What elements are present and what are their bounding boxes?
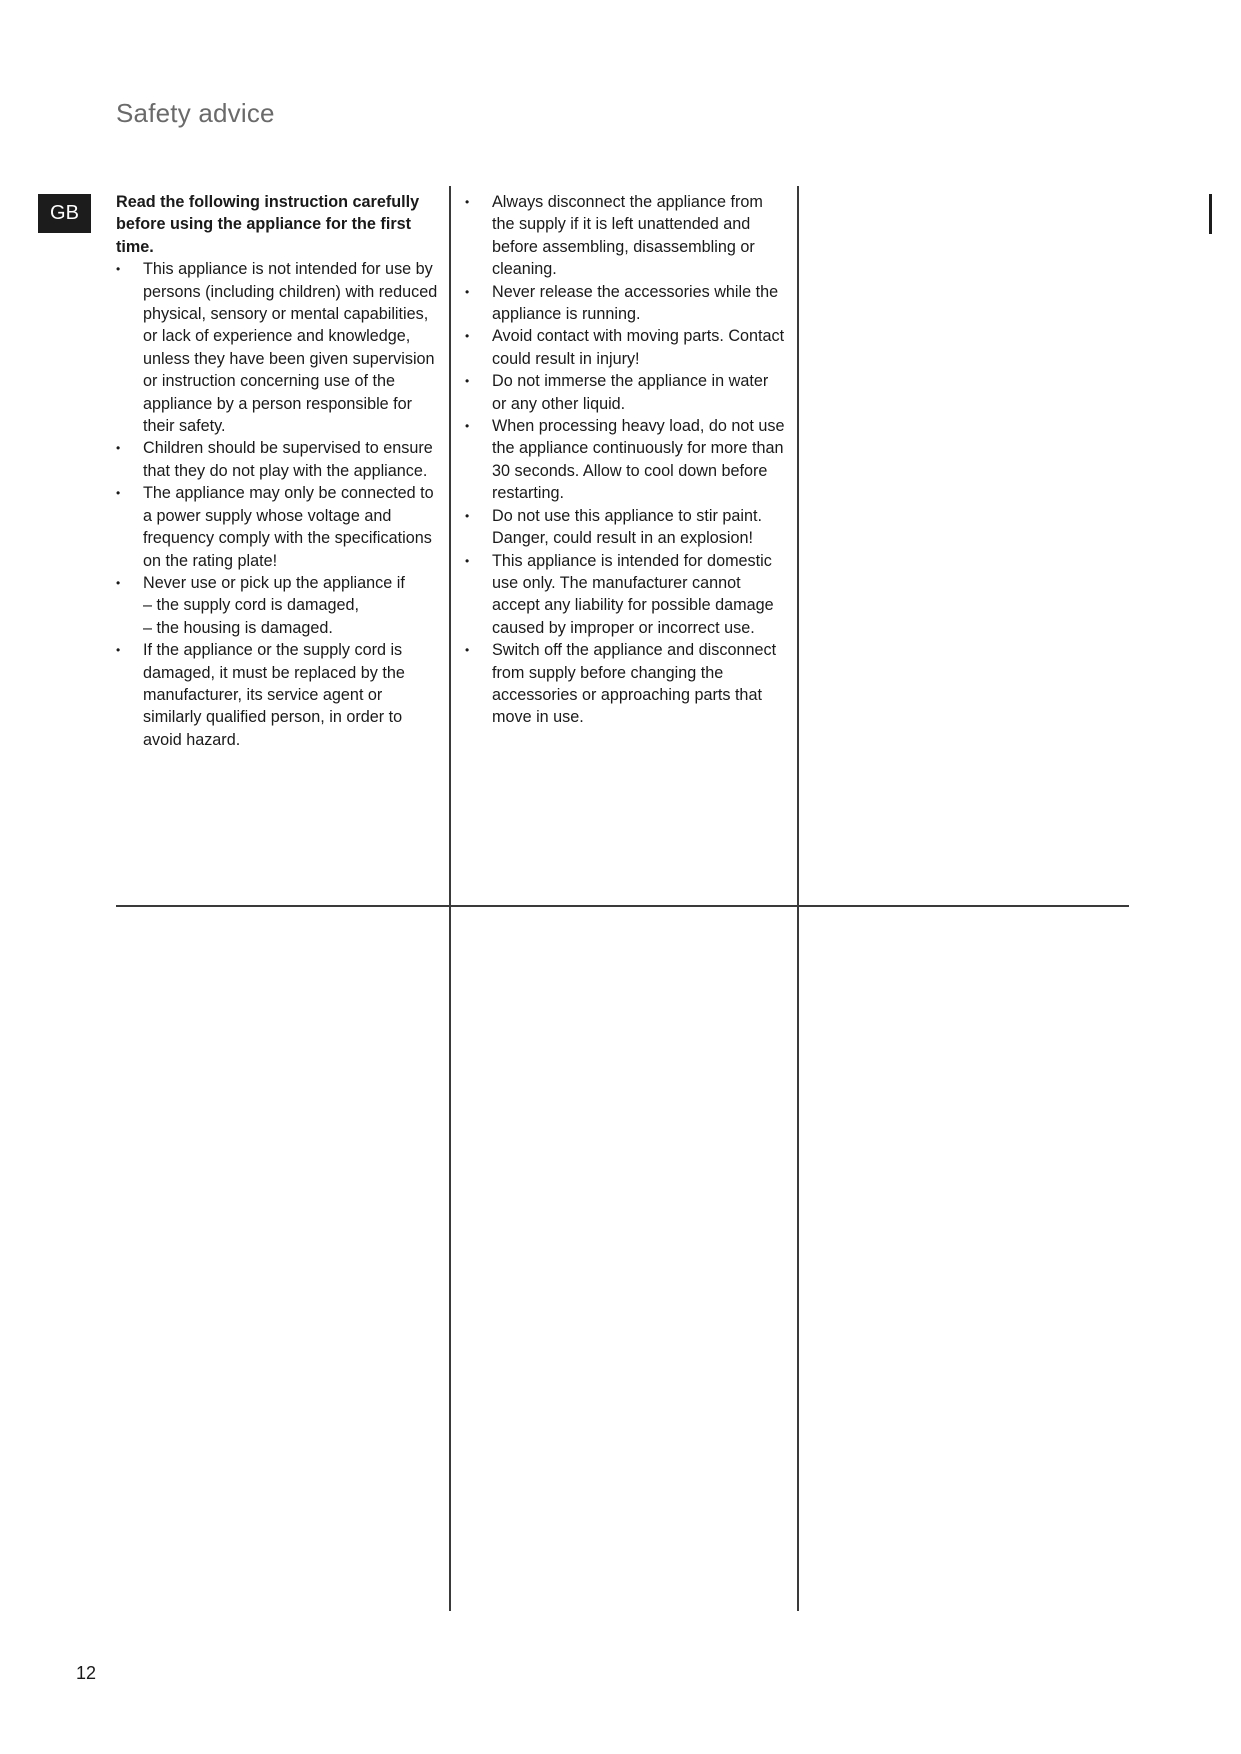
list-item: [116, 437, 438, 482]
list-item-text: Never release the accessories while the appliance is running.: [492, 282, 779, 324]
list-item-text: The appliance may only be connected to a power supply whose voltage and frequency comply with the specifications on the rating plate!: [143, 484, 434, 570]
language-badge: GB: [38, 194, 91, 233]
list-item: [465, 281, 787, 326]
margin-mark: [1209, 194, 1212, 234]
list-item: [465, 639, 787, 729]
list-item: [116, 482, 438, 572]
column-divider: [797, 186, 799, 1611]
list-item-text: This appliance is not intended for use by persons (including children) with reduced physical, sensory or mental capabilities, or lack of experience and knowledge, unless they have been given supervision or instruction concerning use of the appliance by a person responsible for their safety.: [143, 260, 438, 436]
list-item-text: This appliance is intended for domestic use only. The manufacturer cannot accept any liability for possible damage caused by improper or incorrect use.: [492, 551, 774, 637]
list-item-text: Do not immerse the appliance in water or any other liquid.: [492, 372, 769, 413]
safety-list: [116, 258, 438, 751]
safety-list: [465, 191, 787, 729]
list-item: [465, 505, 787, 550]
intro-text: Read the following instruction carefully before using the appliance for the first time.: [116, 193, 420, 256]
list-item-text: Avoid contact with moving parts. Contact could result in injury!: [492, 327, 785, 368]
list-subitem: – the housing is damaged.: [143, 618, 333, 637]
list-item: [116, 572, 438, 639]
list-item: [465, 415, 787, 505]
list-item: [116, 639, 438, 751]
list-item: [465, 191, 787, 281]
list-item-text: When processing heavy load, do not use the appliance continuously for more than 30 seconds. Allow to cool down before restarting.: [492, 417, 785, 503]
list-item-text: Switch off the appliance and disconnect from supply before changing the accessories or approaching parts that move in use.: [492, 641, 777, 727]
list-subitem: – the supply cord is damaged,: [143, 596, 359, 615]
safety-column-1: [116, 191, 438, 751]
list-item: [465, 550, 787, 640]
page-title: Safety advice: [116, 98, 275, 128]
list-item-text: Always disconnect the appliance from the supply if it is left unattended and before assembling, disassembling or cleaning.: [492, 193, 763, 279]
list-item: [116, 258, 438, 437]
list-item: [465, 325, 787, 370]
list-item-text: If the appliance or the supply cord is damaged, it must be replaced by the manufacturer, its service agent or similarly qualified person, in order to avoid hazard.: [143, 641, 405, 749]
list-item-text: Children should be supervised to ensure that they do not play with the appliance.: [143, 439, 433, 480]
list-item-text: Do not use this appliance to stir paint. Danger, could result in an explosion!: [492, 506, 762, 548]
list-item: [465, 370, 787, 415]
list-item-text: Never use or pick up the appliance if: [143, 573, 405, 592]
page-number: 12: [76, 1663, 97, 1683]
horizontal-divider: [116, 905, 1129, 907]
safety-column-2: [465, 191, 787, 729]
column-divider: [449, 186, 451, 1611]
